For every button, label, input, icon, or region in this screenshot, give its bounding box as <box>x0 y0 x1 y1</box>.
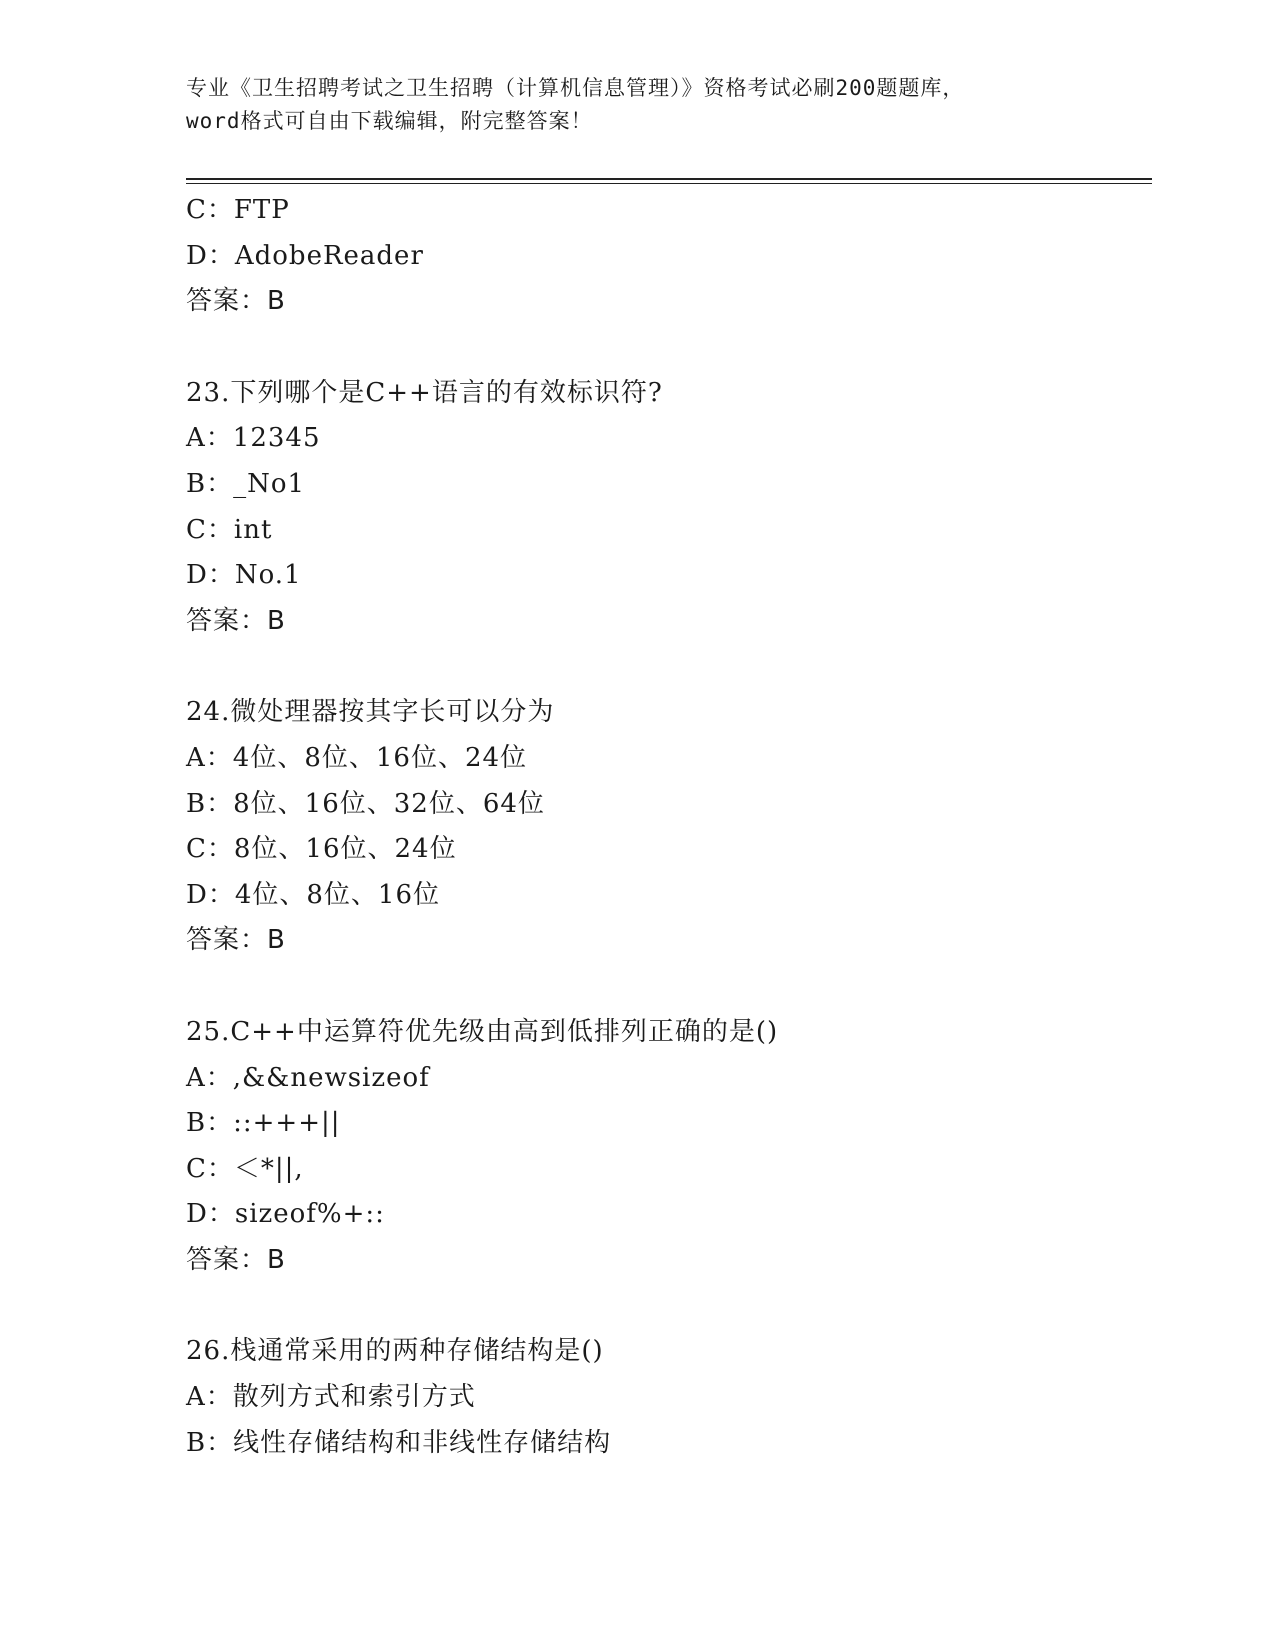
header-title-line-2: word格式可自由下载编辑，附完整答案！ <box>186 109 593 133</box>
q24-option-c: C：8位、16位、24位 <box>186 834 457 865</box>
spacer <box>186 325 1146 371</box>
q23-answer: 答案：B <box>186 605 286 636</box>
q24-option-a: A：4位、8位、16位、24位 <box>186 742 528 773</box>
q25-question: 25.C++中运算符优先级由高到低排列正确的是() <box>186 1016 779 1047</box>
q24-option-b: B：8位、16位、32位、64位 <box>186 788 545 819</box>
q26-question: 26.栈通常采用的两种存储结构是() <box>186 1336 604 1367</box>
header-title-line-1: 专业《卫生招聘考试之卫生招聘（计算机信息管理）》资格考试必刷200题题库， <box>186 76 965 100</box>
q23-option-a: A：12345 <box>186 423 321 454</box>
document-header <box>186 72 1086 138</box>
spacer <box>186 644 1146 690</box>
q23-option-d: D：No.1 <box>186 560 302 591</box>
q26-option-b: B：线性存储结构和非线性存储结构 <box>186 1427 612 1458</box>
q26-option-a: A：散列方式和索引方式 <box>186 1382 476 1413</box>
header-divider-thin <box>186 183 1152 184</box>
q25-option-b: B：::+++|| <box>186 1108 341 1139</box>
q24-option-d: D：4位、8位、16位 <box>186 879 441 910</box>
q25-option-a: A：,&&newsizeof <box>186 1062 430 1093</box>
q22-option-d: D：AdobeReader <box>186 240 424 271</box>
q24-answer: 答案：B <box>186 925 286 956</box>
spacer <box>186 1283 1146 1329</box>
q23-option-c: C：int <box>186 514 273 545</box>
q22-answer: 答案：B <box>186 286 286 317</box>
q24-question: 24.微处理器按其字长可以分为 <box>186 697 555 728</box>
q22-option-c: C：FTP <box>186 195 290 225</box>
question-list <box>186 188 1146 1466</box>
q25-answer: 答案：B <box>186 1244 286 1275</box>
q25-option-d: D：sizeof%+:: <box>186 1199 385 1230</box>
spacer <box>186 964 1146 1010</box>
q25-option-c: C：＜*||, <box>186 1153 304 1184</box>
header-divider-thick <box>186 178 1152 180</box>
q23-option-b: B：_No1 <box>186 468 306 499</box>
q23-question: 23.下列哪个是C++语言的有效标识符? <box>186 377 663 408</box>
